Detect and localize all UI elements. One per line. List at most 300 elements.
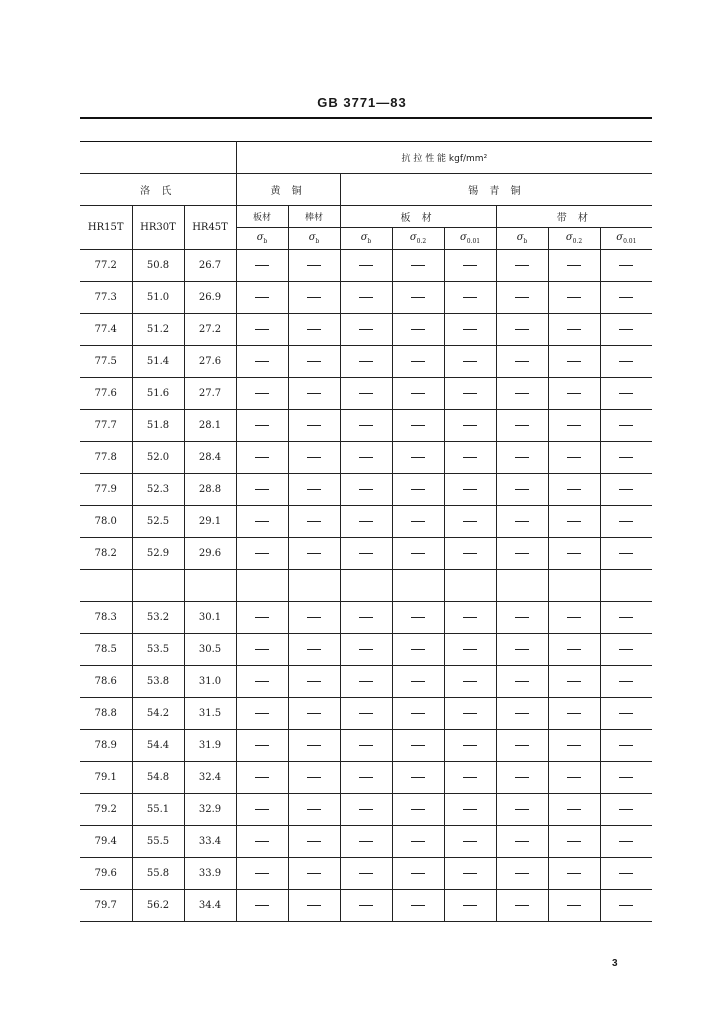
hr30t-value: 55.1 — [132, 794, 184, 826]
dash-mark — [359, 553, 373, 554]
dash-mark — [619, 841, 633, 842]
empty-value-dash — [392, 474, 444, 506]
hr15t-value: 77.7 — [80, 410, 132, 442]
empty-value-dash — [236, 410, 288, 442]
dash-mark — [515, 873, 529, 874]
dash-mark — [411, 297, 425, 298]
hr30t-value: 55.5 — [132, 826, 184, 858]
dash-mark — [359, 873, 373, 874]
dash-mark — [619, 329, 633, 330]
dash-mark — [515, 681, 529, 682]
hr45t-value: 27.2 — [184, 314, 236, 346]
dash-mark — [359, 905, 373, 906]
empty-value-dash — [548, 346, 600, 378]
table-row — [80, 506, 652, 538]
dash-mark — [255, 489, 269, 490]
empty-value-dash — [600, 378, 652, 410]
empty-value-dash — [392, 890, 444, 922]
empty-value-dash — [340, 538, 392, 570]
hr15t-value: 77.4 — [80, 314, 132, 346]
dash-mark — [255, 777, 269, 778]
dash-mark — [567, 265, 581, 266]
empty-value-dash — [288, 730, 340, 762]
empty-value-dash — [600, 634, 652, 666]
dash-mark — [515, 361, 529, 362]
empty-value-dash — [392, 250, 444, 282]
dash-mark — [255, 649, 269, 650]
dash-mark — [359, 297, 373, 298]
empty-value-dash — [496, 250, 548, 282]
empty-value-dash — [340, 730, 392, 762]
dash-mark — [567, 745, 581, 746]
empty-value-dash — [548, 442, 600, 474]
sigma-header-7: $\sigma_{0.2}$ — [548, 228, 600, 250]
dash-mark — [567, 905, 581, 906]
dash-mark — [359, 457, 373, 458]
table-row — [80, 314, 652, 346]
table-row — [80, 346, 652, 378]
empty-value-dash — [444, 826, 496, 858]
table-row — [80, 858, 652, 890]
empty-value-dash — [600, 314, 652, 346]
empty-value-dash — [600, 826, 652, 858]
hr45t-value: 29.1 — [184, 506, 236, 538]
blank-cell — [548, 570, 600, 602]
hr45t-value: 29.6 — [184, 538, 236, 570]
empty-value-dash — [288, 474, 340, 506]
dash-mark — [359, 425, 373, 426]
dash-mark — [359, 713, 373, 714]
dash-mark — [411, 553, 425, 554]
dash-mark — [463, 521, 477, 522]
sigma-header-8: $\sigma_{0.01}$ — [600, 228, 652, 250]
dash-mark — [619, 457, 633, 458]
empty-value-dash — [236, 858, 288, 890]
empty-value-dash — [392, 378, 444, 410]
empty-value-dash — [444, 602, 496, 634]
empty-value-dash — [340, 378, 392, 410]
empty-value-dash — [236, 378, 288, 410]
dash-mark — [255, 905, 269, 906]
empty-value-dash — [496, 378, 548, 410]
hr30t-value: 56.2 — [132, 890, 184, 922]
dash-mark — [359, 489, 373, 490]
brass-plate-header: 板材 — [236, 206, 288, 228]
sigma-header-6: $\sigma_b$ — [496, 228, 548, 250]
dash-mark — [619, 425, 633, 426]
dash-mark — [411, 393, 425, 394]
empty-value-dash — [548, 826, 600, 858]
empty-value-dash — [392, 506, 444, 538]
hr30t-value: 51.4 — [132, 346, 184, 378]
dash-mark — [463, 425, 477, 426]
empty-value-dash — [236, 794, 288, 826]
empty-value-dash — [340, 698, 392, 730]
dash-mark — [411, 521, 425, 522]
empty-value-dash — [236, 890, 288, 922]
dash-mark — [567, 393, 581, 394]
dash-mark — [411, 425, 425, 426]
empty-value-dash — [496, 666, 548, 698]
hr30t-value: 54.4 — [132, 730, 184, 762]
empty-value-dash — [236, 634, 288, 666]
empty-value-dash — [288, 762, 340, 794]
dash-mark — [411, 745, 425, 746]
dash-mark — [515, 745, 529, 746]
col-hr15t: HR15T — [80, 206, 132, 250]
hr30t-value: 52.0 — [132, 442, 184, 474]
empty-value-dash — [392, 538, 444, 570]
dash-mark — [255, 713, 269, 714]
empty-value-dash — [548, 666, 600, 698]
table-title: 抗 拉 性 能 kgf/mm² — [236, 141, 652, 174]
dash-mark — [411, 713, 425, 714]
dash-mark — [515, 521, 529, 522]
empty-value-dash — [236, 314, 288, 346]
hr30t-value: 52.9 — [132, 538, 184, 570]
table-row — [80, 410, 652, 442]
empty-value-dash — [600, 474, 652, 506]
hr15t-value: 79.2 — [80, 794, 132, 826]
empty-value-dash — [600, 858, 652, 890]
empty-value-dash — [600, 506, 652, 538]
empty-value-dash — [392, 282, 444, 314]
empty-value-dash — [236, 538, 288, 570]
blank-separator-row — [80, 570, 652, 602]
dash-mark — [567, 777, 581, 778]
dash-mark — [255, 521, 269, 522]
hr15t-value: 79.6 — [80, 858, 132, 890]
dash-mark — [307, 521, 321, 522]
dash-mark — [307, 905, 321, 906]
empty-value-dash — [496, 858, 548, 890]
dash-mark — [359, 841, 373, 842]
empty-value-dash — [496, 794, 548, 826]
dash-mark — [463, 809, 477, 810]
hr15t-value: 77.6 — [80, 378, 132, 410]
dash-mark — [567, 617, 581, 618]
dash-mark — [515, 905, 529, 906]
dash-mark — [411, 841, 425, 842]
empty-value-dash — [444, 698, 496, 730]
dash-mark — [307, 649, 321, 650]
empty-value-dash — [548, 250, 600, 282]
dash-mark — [255, 297, 269, 298]
col-hr45t: HR45T — [184, 206, 236, 250]
bronze-plate-header: 板 材 — [340, 206, 496, 228]
empty-value-dash — [444, 410, 496, 442]
empty-value-dash — [340, 250, 392, 282]
empty-value-dash — [496, 826, 548, 858]
dash-mark — [255, 457, 269, 458]
empty-value-dash — [288, 506, 340, 538]
table-row — [80, 794, 652, 826]
dash-mark — [567, 553, 581, 554]
dash-mark — [567, 713, 581, 714]
empty-value-dash — [600, 794, 652, 826]
empty-value-dash — [236, 666, 288, 698]
dash-mark — [359, 521, 373, 522]
dash-mark — [463, 489, 477, 490]
table-row — [80, 282, 652, 314]
dash-mark — [359, 809, 373, 810]
hr15t-value: 78.8 — [80, 698, 132, 730]
dash-mark — [619, 361, 633, 362]
empty-value-dash — [340, 826, 392, 858]
empty-value-dash — [340, 666, 392, 698]
dash-mark — [515, 393, 529, 394]
dash-mark — [567, 521, 581, 522]
col-hr30t: HR30T — [132, 206, 184, 250]
dash-mark — [567, 649, 581, 650]
empty-value-dash — [600, 698, 652, 730]
dash-mark — [463, 905, 477, 906]
dash-mark — [307, 745, 321, 746]
empty-value-dash — [236, 730, 288, 762]
hr15t-value: 79.1 — [80, 762, 132, 794]
empty-value-dash — [600, 602, 652, 634]
empty-value-dash — [340, 634, 392, 666]
empty-value-dash — [548, 634, 600, 666]
dash-mark — [411, 649, 425, 650]
empty-value-dash — [444, 378, 496, 410]
dash-mark — [463, 329, 477, 330]
empty-value-dash — [496, 602, 548, 634]
empty-value-dash — [444, 442, 496, 474]
empty-value-dash — [600, 282, 652, 314]
dash-mark — [463, 713, 477, 714]
dash-mark — [463, 745, 477, 746]
dash-mark — [359, 649, 373, 650]
dash-mark — [411, 777, 425, 778]
dash-mark — [411, 905, 425, 906]
dash-mark — [463, 841, 477, 842]
empty-value-dash — [392, 730, 444, 762]
dash-mark — [567, 841, 581, 842]
empty-value-dash — [392, 858, 444, 890]
empty-value-dash — [600, 890, 652, 922]
empty-value-dash — [288, 890, 340, 922]
empty-value-dash — [444, 762, 496, 794]
empty-value-dash — [600, 730, 652, 762]
dash-mark — [255, 265, 269, 266]
dash-mark — [255, 681, 269, 682]
hr15t-value: 78.9 — [80, 730, 132, 762]
empty-value-dash — [236, 346, 288, 378]
dash-mark — [255, 553, 269, 554]
empty-value-dash — [392, 762, 444, 794]
empty-value-dash — [288, 634, 340, 666]
dash-mark — [411, 681, 425, 682]
dash-mark — [255, 809, 269, 810]
table-row — [80, 826, 652, 858]
dash-mark — [411, 361, 425, 362]
dash-mark — [359, 329, 373, 330]
dash-mark — [411, 489, 425, 490]
blank-cell — [288, 570, 340, 602]
empty-value-dash — [392, 314, 444, 346]
dash-mark — [515, 809, 529, 810]
dash-mark — [515, 777, 529, 778]
hr15t-value: 78.5 — [80, 634, 132, 666]
dash-mark — [463, 457, 477, 458]
empty-value-dash — [340, 762, 392, 794]
hr15t-value: 78.0 — [80, 506, 132, 538]
dash-mark — [619, 777, 633, 778]
dash-mark — [515, 425, 529, 426]
empty-value-dash — [444, 858, 496, 890]
empty-value-dash — [288, 346, 340, 378]
empty-value-dash — [444, 346, 496, 378]
table-row — [80, 538, 652, 570]
dash-mark — [567, 873, 581, 874]
dash-mark — [255, 841, 269, 842]
hr45t-value: 28.8 — [184, 474, 236, 506]
dash-mark — [463, 873, 477, 874]
hr45t-value: 32.9 — [184, 794, 236, 826]
empty-value-dash — [496, 698, 548, 730]
empty-value-dash — [236, 698, 288, 730]
empty-value-dash — [548, 602, 600, 634]
empty-value-dash — [392, 826, 444, 858]
dash-mark — [307, 713, 321, 714]
empty-value-dash — [600, 762, 652, 794]
hr45t-value: 31.9 — [184, 730, 236, 762]
empty-value-dash — [288, 410, 340, 442]
empty-value-dash — [548, 410, 600, 442]
hr30t-value: 52.5 — [132, 506, 184, 538]
hr15t-value: 77.3 — [80, 282, 132, 314]
empty-value-dash — [444, 250, 496, 282]
empty-value-dash — [600, 666, 652, 698]
dash-mark — [567, 329, 581, 330]
hr30t-value: 54.2 — [132, 698, 184, 730]
dash-mark — [359, 617, 373, 618]
empty-value-dash — [496, 506, 548, 538]
blank-cell — [80, 570, 132, 602]
hr45t-value: 28.1 — [184, 410, 236, 442]
hr30t-value: 51.6 — [132, 378, 184, 410]
empty-value-dash — [392, 410, 444, 442]
empty-value-dash — [496, 634, 548, 666]
hr45t-value: 30.1 — [184, 602, 236, 634]
empty-value-dash — [600, 442, 652, 474]
blank-cell — [132, 570, 184, 602]
dash-mark — [515, 841, 529, 842]
empty-value-dash — [548, 794, 600, 826]
document-code: GB 3771—83 — [317, 95, 407, 110]
empty-value-dash — [340, 506, 392, 538]
empty-value-dash — [288, 698, 340, 730]
empty-value-dash — [496, 346, 548, 378]
empty-value-dash — [340, 346, 392, 378]
empty-value-dash — [340, 474, 392, 506]
hr30t-value: 53.5 — [132, 634, 184, 666]
empty-value-dash — [496, 762, 548, 794]
empty-value-dash — [548, 698, 600, 730]
empty-value-dash — [496, 282, 548, 314]
hr30t-value: 50.8 — [132, 250, 184, 282]
hr45t-value: 33.4 — [184, 826, 236, 858]
dash-mark — [619, 745, 633, 746]
dash-mark — [619, 681, 633, 682]
dash-mark — [567, 361, 581, 362]
dash-mark — [411, 457, 425, 458]
dash-mark — [307, 361, 321, 362]
tin-bronze-header: 锡 青 铜 — [340, 174, 652, 206]
dash-mark — [567, 809, 581, 810]
hr30t-value: 51.8 — [132, 410, 184, 442]
dash-mark — [411, 265, 425, 266]
empty-value-dash — [236, 826, 288, 858]
empty-value-dash — [340, 890, 392, 922]
sigma-header-3: $\sigma_b$ — [340, 228, 392, 250]
hardness-strength-table — [80, 141, 652, 922]
dash-mark — [515, 489, 529, 490]
hr45t-value: 27.7 — [184, 378, 236, 410]
empty-value-dash — [496, 314, 548, 346]
header-rule-thick — [80, 117, 652, 119]
sigma-header-5: $\sigma_{0.01}$ — [444, 228, 496, 250]
hr15t-value: 77.8 — [80, 442, 132, 474]
brass-header: 黄 铜 — [236, 174, 340, 206]
empty-value-dash — [496, 474, 548, 506]
hr45t-value: 31.0 — [184, 666, 236, 698]
empty-value-dash — [444, 730, 496, 762]
empty-value-dash — [288, 442, 340, 474]
empty-value-dash — [392, 634, 444, 666]
empty-value-dash — [444, 666, 496, 698]
blank-cell — [444, 570, 496, 602]
table-row — [80, 666, 652, 698]
empty-value-dash — [548, 538, 600, 570]
dash-mark — [567, 297, 581, 298]
hr30t-value: 55.8 — [132, 858, 184, 890]
empty-value-dash — [444, 890, 496, 922]
empty-value-dash — [288, 794, 340, 826]
dash-mark — [307, 617, 321, 618]
dash-mark — [567, 681, 581, 682]
hr15t-value: 79.7 — [80, 890, 132, 922]
empty-value-dash — [548, 314, 600, 346]
dash-mark — [255, 617, 269, 618]
empty-value-dash — [340, 442, 392, 474]
hr45t-value: 30.5 — [184, 634, 236, 666]
table-row — [80, 442, 652, 474]
blank-header-cell — [80, 141, 236, 174]
empty-value-dash — [288, 314, 340, 346]
dash-mark — [463, 553, 477, 554]
dash-mark — [255, 873, 269, 874]
dash-mark — [359, 265, 373, 266]
table-row — [80, 250, 652, 282]
empty-value-dash — [392, 698, 444, 730]
hr45t-value: 27.6 — [184, 346, 236, 378]
empty-value-dash — [392, 794, 444, 826]
blank-cell — [184, 570, 236, 602]
dash-mark — [515, 713, 529, 714]
empty-value-dash — [444, 538, 496, 570]
empty-value-dash — [236, 602, 288, 634]
empty-value-dash — [444, 282, 496, 314]
empty-value-dash — [288, 378, 340, 410]
hr15t-value: 77.9 — [80, 474, 132, 506]
empty-value-dash — [444, 506, 496, 538]
dash-mark — [567, 489, 581, 490]
hr30t-value: 53.2 — [132, 602, 184, 634]
empty-value-dash — [392, 602, 444, 634]
hr15t-value: 79.4 — [80, 826, 132, 858]
